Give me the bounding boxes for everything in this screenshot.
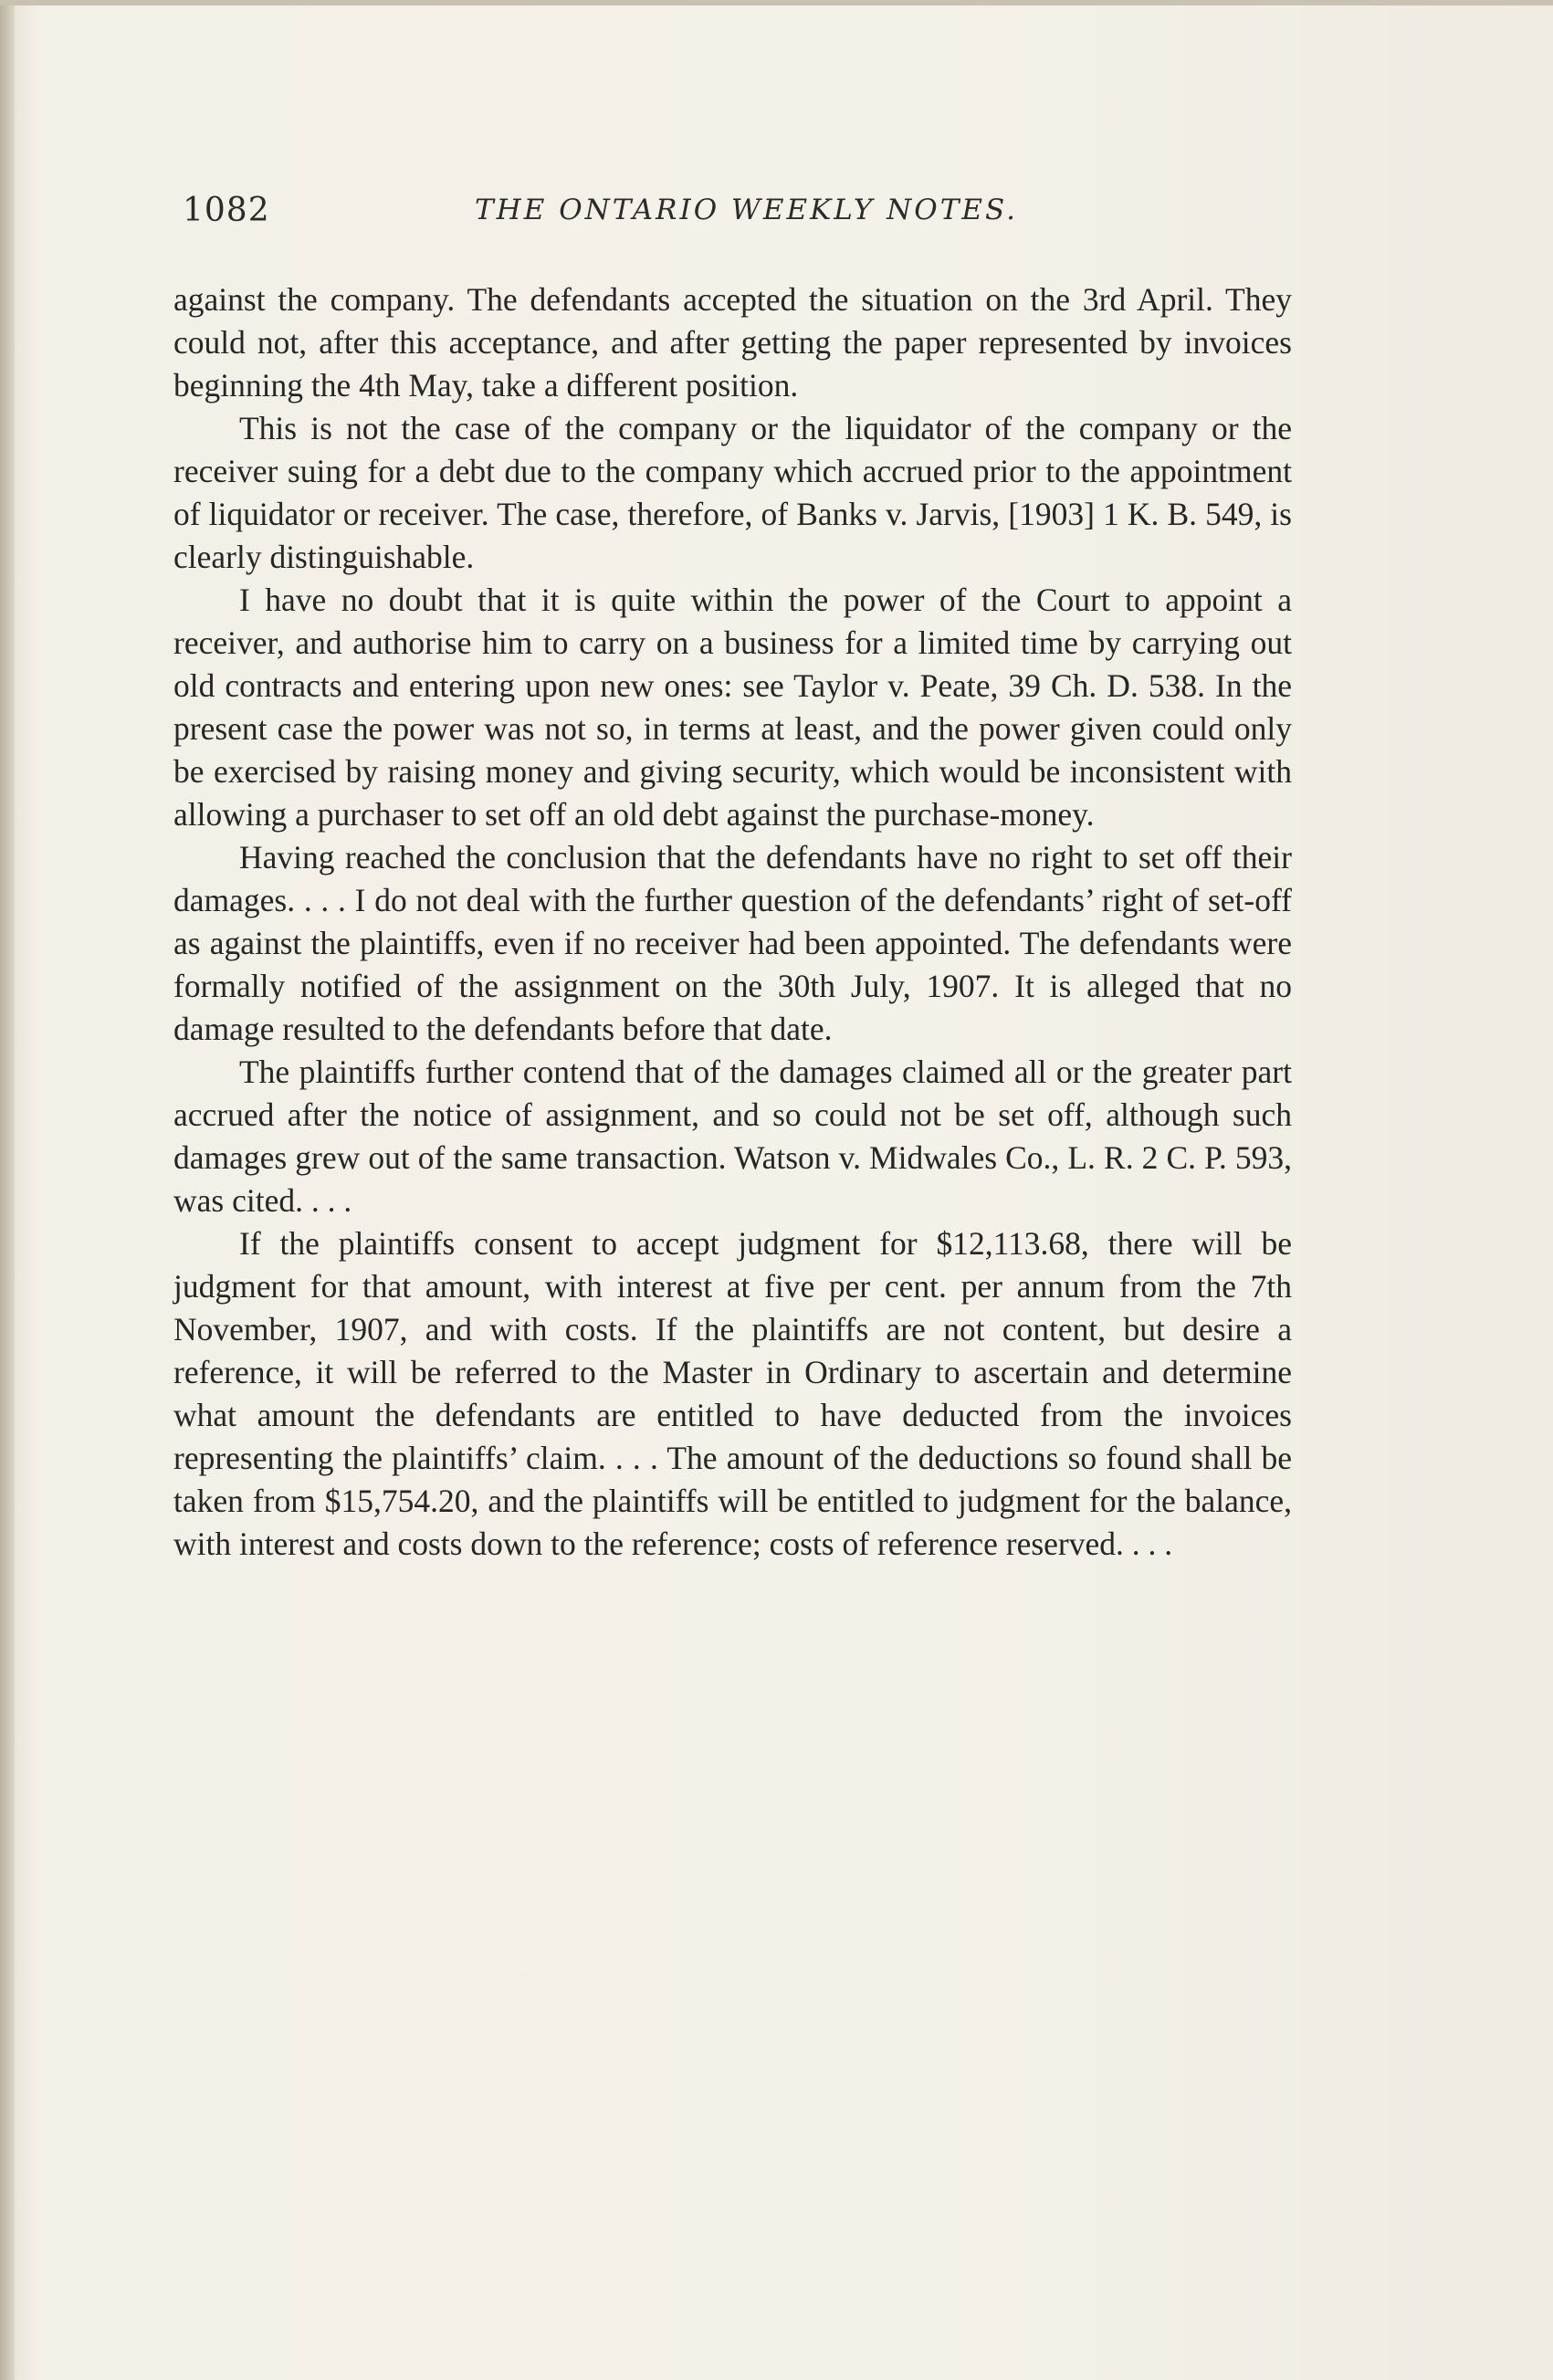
paragraph: I have no doubt that it is quite within the power of the Court to appoint a receiver, and authorise him to carry on a business for a limited time by carrying out old contracts and entering upon new ones: see Taylor v. Peate, 39 Ch. D. 538. In the present case the power was not so, in terms at least, and the power given could only be exercised by raising money and giving security, which would be inconsistent with allowing a purchaser to set off an old debt against the purchase-money. xyxy=(173,582,1292,833)
body-text xyxy=(173,278,1292,1566)
paragraph: This is not the case of the company or the liquidator of the company or the receiver suing for a debt due to the company which accrued prior to the appointment of liquidator or receiver. The case, therefore, of Banks v. Jarvis, [1903] 1 K. B. 549, is clearly distinguishable. xyxy=(173,410,1292,575)
paragraph: The plaintiffs further contend that of the damages claimed all or the greater part accrued after the notice of assignment, and so could not be set off, although such damages grew out of the same transaction. Watson v. Midwales Co., L. R. 2 C. P. 593, was cited. . . . xyxy=(173,1054,1292,1219)
paragraph: If the plaintiffs consent to accept judgment for $12,113.68, there will be judgment for that amount, with interest at five per cent. per annum from the 7th November, 1907, and with costs. If the plaintiffs are not content, but desire a reference, it will be referred to the Master in Ordinary to ascertain and determine what amount the defendants are entitled to have deducted from the invoices representing the plaintiffs’ claim. . . . The amount of the deductions so found shall be taken from $15,754.20, and the plaintiffs will be entitled to judgment for the balance, with interest and costs down to the reference; costs of reference reserved. . . . xyxy=(173,1225,1292,1562)
page-number: 1082 xyxy=(183,192,270,229)
page-top-edge xyxy=(0,0,1553,5)
page-binding-edge xyxy=(0,0,15,2380)
paragraph: Having reached the conclusion that the defendants have no right to set off their damages. . . . I do not deal with the further question of the defendants’ right of set-off as against the plaintiffs, even if no receiver had been appointed. The defendants were formally notified of the assignment on the 30th July, 1907. It is alleged that no damage resulted to the defendants before that date. xyxy=(173,839,1292,1047)
page-header xyxy=(183,192,1306,243)
paragraph-continuation: against the company. The defendants accepted the situation on the 3rd April. They could not, after this acceptance, and after getting the paper represented by invoices beginning the 4th May, take a different position. xyxy=(173,281,1292,404)
running-title: THE ONTARIO WEEKLY NOTES. xyxy=(475,194,1018,226)
